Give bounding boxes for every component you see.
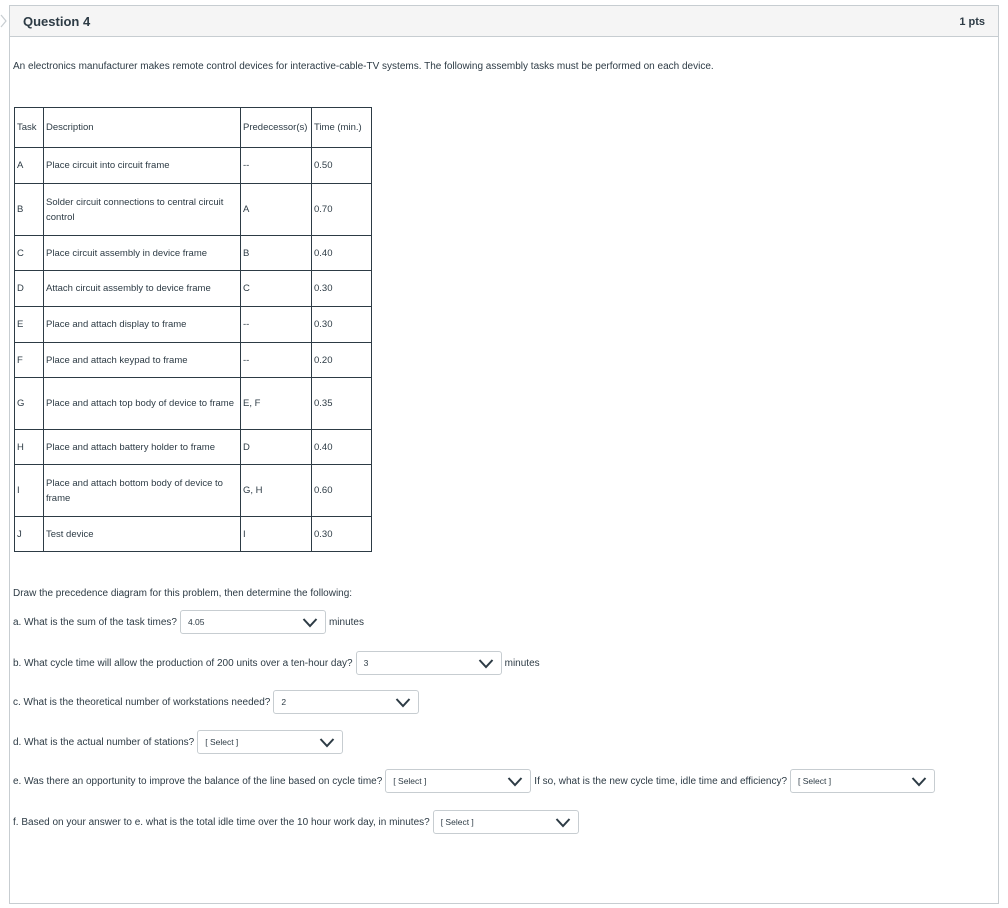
cell-description: Test device	[44, 517, 241, 552]
question-b-value: 3	[363, 658, 369, 668]
cell-predecessors: --	[241, 343, 312, 378]
cell-task: D	[15, 271, 44, 307]
question-a-value: 4.05	[187, 617, 205, 627]
cell-task: E	[15, 307, 44, 343]
question-d-select[interactable]	[197, 730, 343, 754]
question-a-row	[13, 610, 364, 634]
cell-predecessors: --	[241, 307, 312, 343]
cell-task: F	[15, 343, 44, 378]
cell-description: Place circuit into circuit frame	[44, 148, 241, 184]
question-d-row	[13, 730, 346, 754]
cell-task: B	[15, 184, 44, 236]
chevron-down-icon	[507, 776, 523, 787]
question-header	[10, 6, 998, 37]
chevron-down-icon	[911, 776, 927, 787]
table-row	[15, 307, 372, 343]
table-row	[15, 271, 372, 307]
cell-task: G	[15, 378, 44, 430]
header-predecessors: Predecessor(s)	[241, 108, 312, 148]
header-description: Description	[44, 108, 241, 148]
question-e-followup-select[interactable]	[790, 769, 935, 793]
question-e-followup-value: [ Select ]	[798, 776, 832, 786]
chevron-down-icon	[395, 697, 411, 708]
header-time: Time (min.)	[312, 108, 372, 148]
chevron-down-icon	[319, 737, 335, 748]
question-b-text: b. What cycle time will allow the production of 200 units over a ten-hour day?	[13, 657, 353, 669]
question-e-followup-text: If so, what is the new cycle time, idle time and efficiency?	[534, 775, 788, 787]
question-f-row	[13, 810, 582, 834]
cell-predecessors: C	[241, 271, 312, 307]
table-row	[15, 517, 372, 552]
table-row	[15, 184, 372, 236]
cell-task: I	[15, 465, 44, 517]
cell-description: Place and attach battery holder to frame	[44, 430, 241, 465]
table-row	[15, 430, 372, 465]
cell-description: Place and attach keypad to frame	[44, 343, 241, 378]
question-intro: An electronics manufacturer makes remote control devices for interactive-cable-TV systems. The following assembly tasks must be performed on each device.	[13, 61, 714, 72]
cell-time: 0.40	[312, 236, 372, 271]
cell-description: Attach circuit assembly to device frame	[44, 271, 241, 307]
cell-task: C	[15, 236, 44, 271]
question-e-value: [ Select ]	[393, 776, 427, 786]
task-table	[14, 107, 372, 552]
cell-time: 0.30	[312, 517, 372, 552]
question-f-value: [ Select ]	[440, 817, 474, 827]
table-row	[15, 236, 372, 271]
cell-time: 0.50	[312, 148, 372, 184]
cell-predecessors: D	[241, 430, 312, 465]
question-b-suffix: minutes	[504, 657, 540, 669]
table-row	[15, 343, 372, 378]
instructions-text: Draw the precedence diagram for this problem, then determine the following:	[13, 588, 353, 599]
cell-predecessors: B	[241, 236, 312, 271]
cell-predecessors: --	[241, 148, 312, 184]
cell-description: Place and attach top body of device to frame	[44, 378, 241, 430]
question-c-text: c. What is the theoretical number of workstations needed?	[13, 696, 271, 708]
chevron-down-icon	[555, 817, 571, 828]
collapse-chevron-icon[interactable]	[0, 14, 8, 28]
cell-description: Place and attach display to frame	[44, 307, 241, 343]
chevron-down-icon	[478, 658, 494, 669]
cell-description: Place and attach bottom body of device to frame	[44, 465, 241, 517]
question-e-select[interactable]	[385, 769, 531, 793]
question-a-suffix: minutes	[328, 616, 364, 628]
question-f-select[interactable]	[433, 810, 579, 834]
cell-predecessors: I	[241, 517, 312, 552]
question-a-select[interactable]	[180, 610, 326, 634]
cell-time: 0.35	[312, 378, 372, 430]
question-a-text: a. What is the sum of the task times?	[13, 616, 177, 628]
question-f-text: f. Based on your answer to e. what is the total idle time over the 10 hour work day, in minutes?	[13, 816, 430, 828]
table-row	[15, 465, 372, 517]
cell-time: 0.60	[312, 465, 372, 517]
question-b-row	[13, 651, 540, 675]
cell-task: H	[15, 430, 44, 465]
cell-task: A	[15, 148, 44, 184]
table-header-row	[15, 108, 372, 148]
cell-predecessors: G, H	[241, 465, 312, 517]
question-points: 1 pts	[959, 16, 985, 28]
cell-description: Solder circuit connections to central circuit control	[44, 184, 241, 236]
question-c-value: 2	[281, 697, 287, 707]
cell-task: J	[15, 517, 44, 552]
question-c-select[interactable]	[273, 690, 419, 714]
cell-predecessors: E, F	[241, 378, 312, 430]
cell-time: 0.70	[312, 184, 372, 236]
chevron-down-icon	[302, 617, 318, 628]
question-e-row	[13, 769, 938, 793]
cell-description: Place circuit assembly in device frame	[44, 236, 241, 271]
table-row	[15, 378, 372, 430]
question-title: Question 4	[23, 14, 91, 29]
question-c-row	[13, 690, 422, 714]
question-e-text: e. Was there an opportunity to improve the balance of the line based on cycle time?	[13, 775, 383, 787]
question-d-value: [ Select ]	[205, 737, 239, 747]
table-row	[15, 148, 372, 184]
cell-time: 0.40	[312, 430, 372, 465]
question-d-text: d. What is the actual number of stations?	[13, 736, 195, 748]
cell-time: 0.20	[312, 343, 372, 378]
question-b-select[interactable]	[356, 651, 502, 675]
cell-time: 0.30	[312, 307, 372, 343]
cell-predecessors: A	[241, 184, 312, 236]
cell-time: 0.30	[312, 271, 372, 307]
header-task: Task	[15, 108, 44, 148]
